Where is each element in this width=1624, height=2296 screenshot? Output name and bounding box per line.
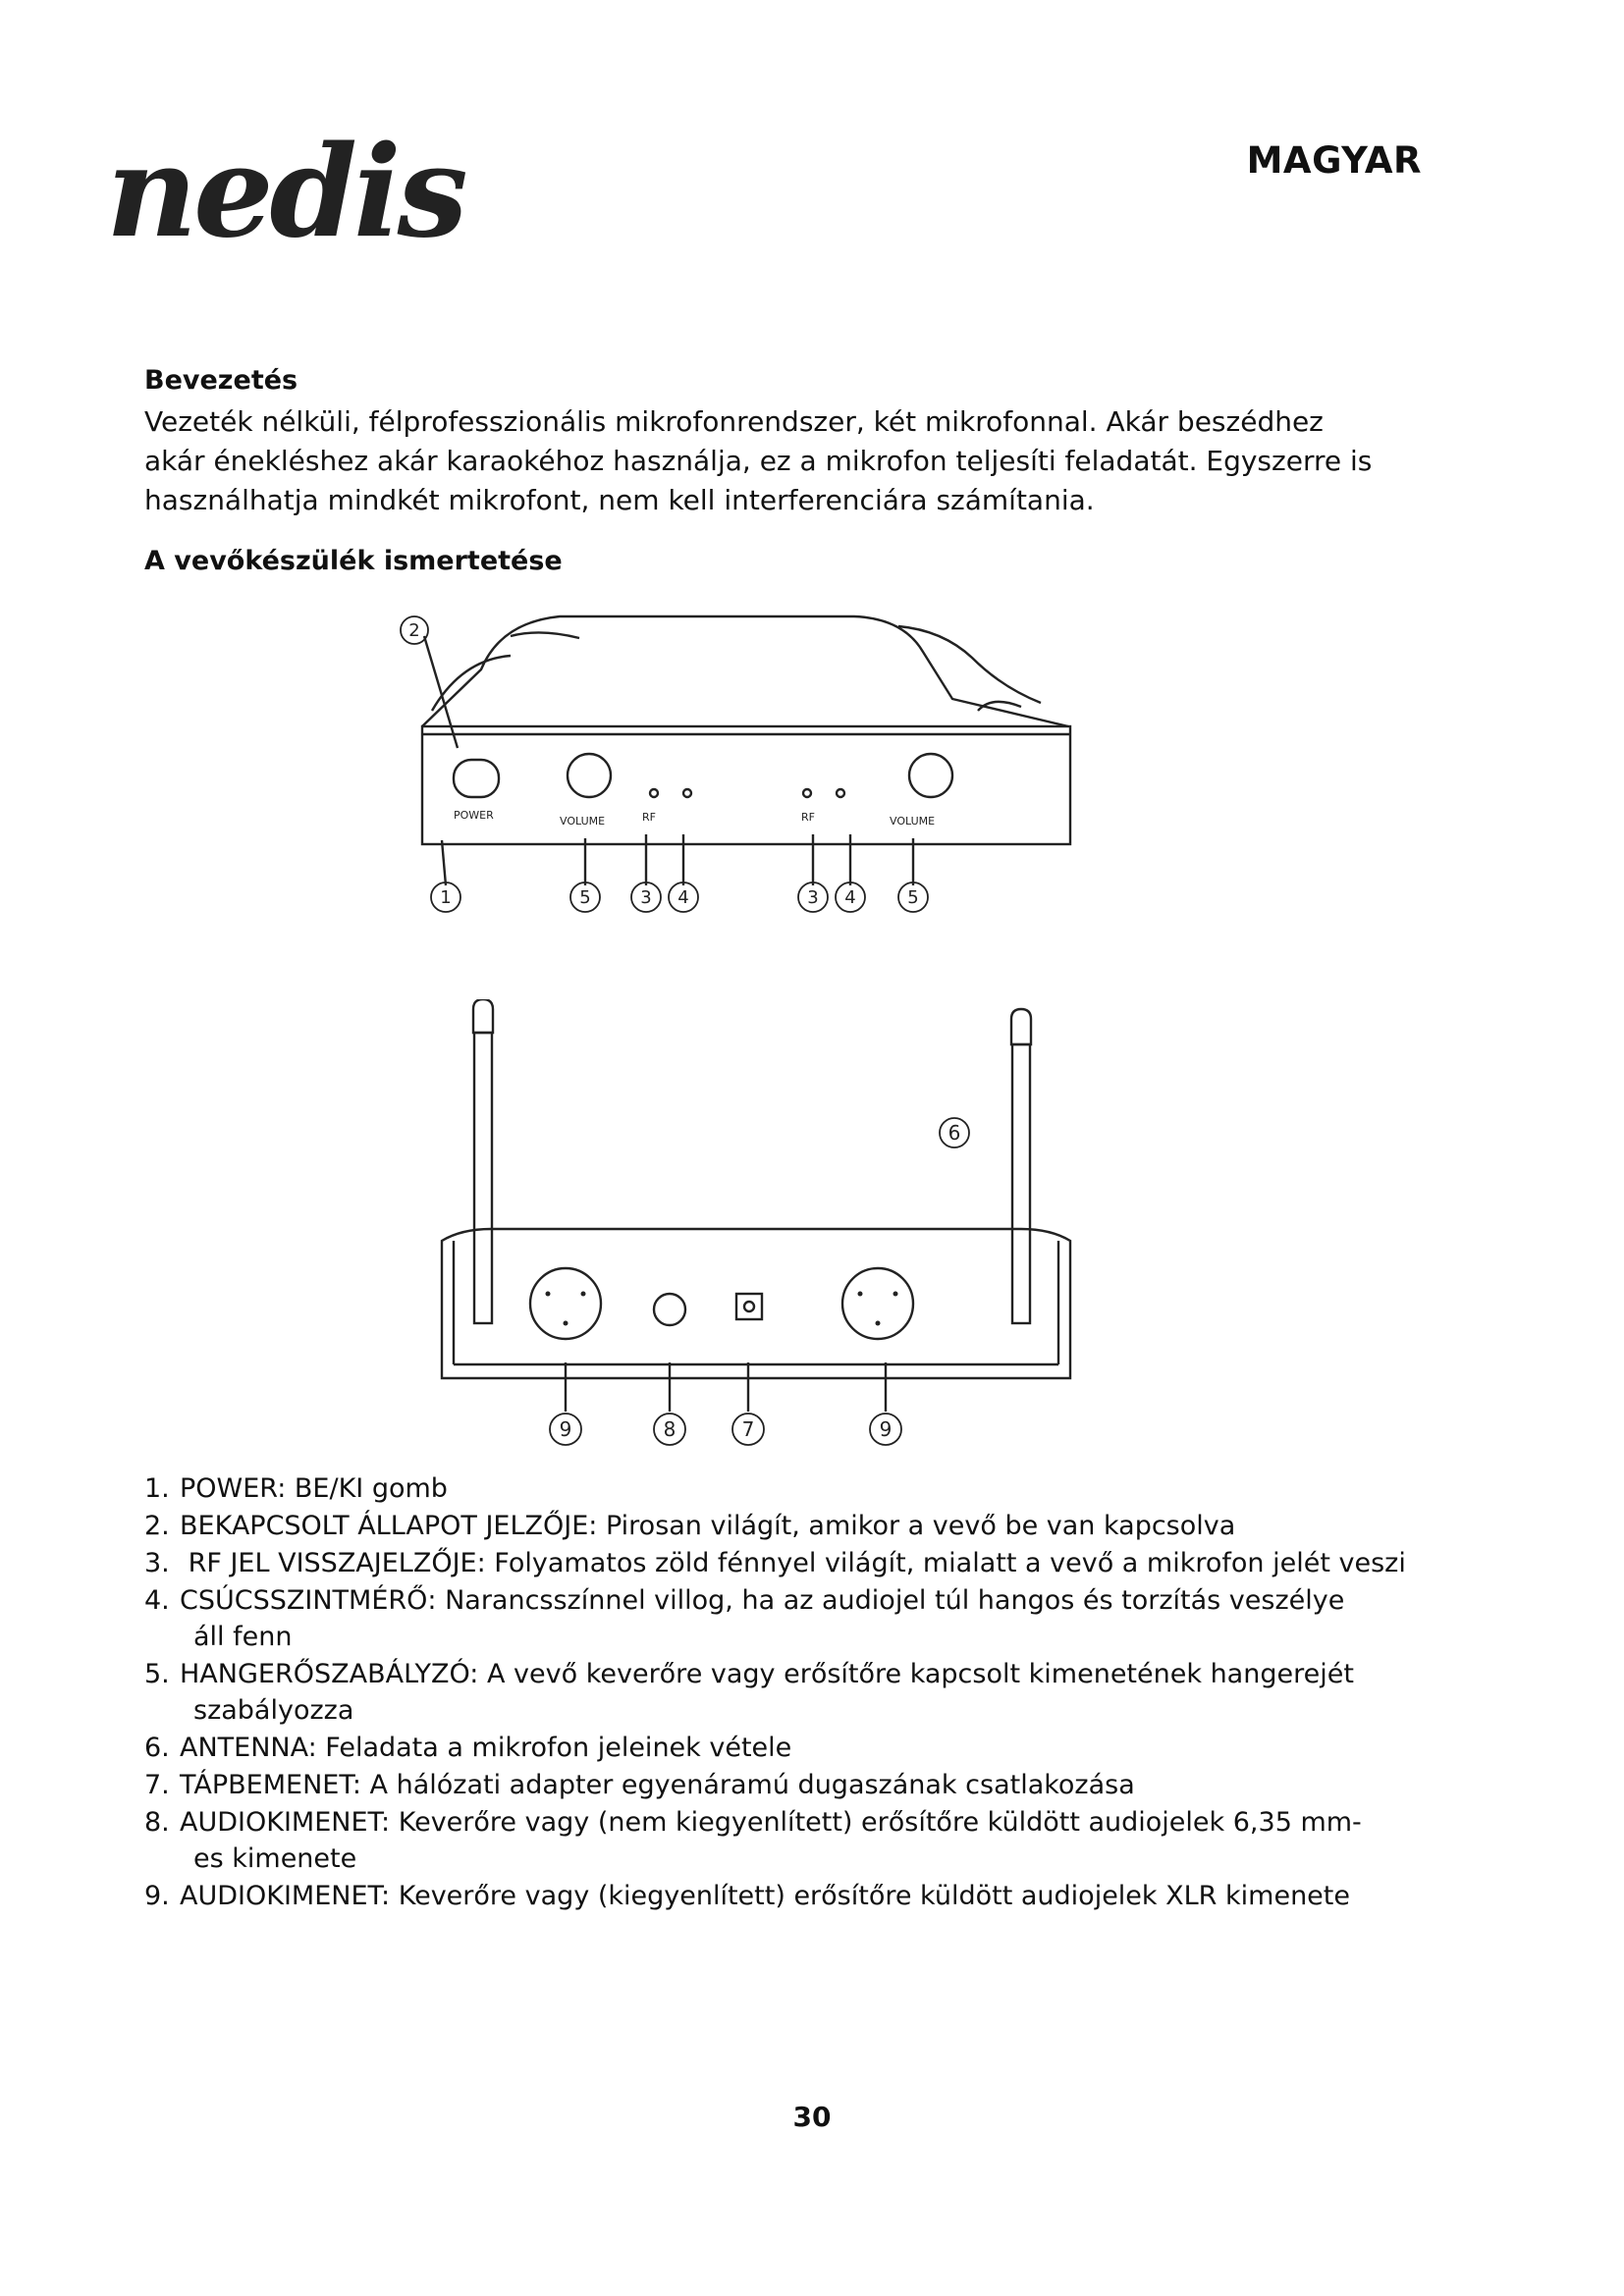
callout-6: 6 (947, 1121, 961, 1145)
item-number: 9. (144, 1881, 170, 1911)
callout-8: 8 (663, 1417, 677, 1441)
item-text: CSÚCSSZINTMÉRŐ: Narancsszínnel villog, ha az audiojel túl hangos és torzítás veszélye (180, 1585, 1345, 1616)
item-text: HANGERŐSZABÁLYZÓ: A vevő keverőre vagy erősítőre kapcsolt kimenetének hangerejét (180, 1659, 1354, 1689)
item-text: BEKAPCSOLT ÁLLAPOT JELZŐJE: Pirosan világít, amikor a vevő be van kapcsolva (180, 1511, 1236, 1541)
intro-line: akár énekléshez akár karaokéhoz használja, ez a mikrofon teljesíti feladatát. Egyszerre is (144, 445, 1373, 477)
callout-5: 5 (579, 887, 591, 908)
list-item (144, 1767, 1381, 1803)
item-number: 2. (144, 1511, 170, 1541)
component-list (144, 1470, 1406, 1915)
item-text: AUDIOKIMENET: Keverőre vagy (nem kiegyenlített) erősítőre küldött audiojelek 6,35 mm- (180, 1807, 1362, 1838)
language-label: MAGYAR (1246, 139, 1422, 182)
rf-label: RF (642, 811, 656, 824)
volume-label: VOLUME (890, 815, 936, 828)
intro-heading: Bevezetés (144, 365, 298, 396)
callout-7: 7 (741, 1417, 755, 1441)
item-continuation: szabályozza (193, 1695, 354, 1726)
item-number: 4. (144, 1585, 170, 1616)
list-item (144, 1730, 1381, 1766)
item-number: 1. (144, 1473, 170, 1504)
intro-line: Vezeték nélküli, félprofesszionális mikrofonrendszer, két mikrofonnal. Akár beszédhez (144, 405, 1324, 438)
intro-paragraph (144, 402, 1373, 520)
list-item (144, 1545, 1406, 1581)
callout-5: 5 (907, 887, 919, 908)
volume-label: VOLUME (560, 815, 606, 828)
list-item (144, 1582, 1381, 1655)
item-number: 6. (144, 1733, 170, 1763)
list-item (144, 1470, 1381, 1507)
item-text: ANTENNA: Feladata a mikrofon jeleinek vétele (180, 1733, 792, 1763)
item-continuation: es kimenete (193, 1843, 357, 1874)
callout-9: 9 (879, 1417, 893, 1441)
callout-9: 9 (559, 1417, 572, 1441)
nedis-logo (106, 126, 597, 263)
list-item (144, 1878, 1381, 1914)
front-panel-diagram (393, 601, 1100, 934)
callout-4: 4 (677, 887, 689, 908)
item-continuation: áll fenn (193, 1622, 293, 1652)
callout-3: 3 (640, 887, 652, 908)
item-text: TÁPBEMENET: A hálózati adapter egyenáramú dugaszának csatlakozása (180, 1770, 1135, 1800)
item-number: 5. (144, 1659, 170, 1689)
callout-1: 1 (440, 887, 452, 908)
list-item (144, 1508, 1381, 1544)
logo-text: nedis (106, 126, 464, 263)
callout-2: 2 (408, 620, 420, 641)
rf-label: RF (801, 811, 815, 824)
item-number: 7. (144, 1770, 170, 1800)
item-text: POWER: BE/KI gomb (180, 1473, 448, 1504)
item-number: 8. (144, 1807, 170, 1838)
list-item (144, 1804, 1381, 1877)
item-text: RF JEL VISSZAJELZŐJE: Folyamatos zöld fénnyel világít, mialatt a vevő a mikrofon jelét veszi (180, 1548, 1406, 1578)
intro-line: használhatja mindkét mikrofont, nem kell interferenciára számítania. (144, 484, 1095, 516)
callout-3: 3 (807, 887, 819, 908)
receiver-heading: A vevőkészülék ismertetése (144, 546, 563, 576)
item-text: AUDIOKIMENET: Keverőre vagy (kiegyenlített) erősítőre küldött audiojelek XLR kimenete (180, 1881, 1350, 1911)
back-panel-diagram (432, 999, 1119, 1461)
power-label: POWER (454, 809, 494, 822)
page-number: 30 (792, 2101, 832, 2133)
item-number: 3. (144, 1548, 170, 1578)
list-item (144, 1656, 1381, 1729)
callout-4: 4 (844, 887, 856, 908)
